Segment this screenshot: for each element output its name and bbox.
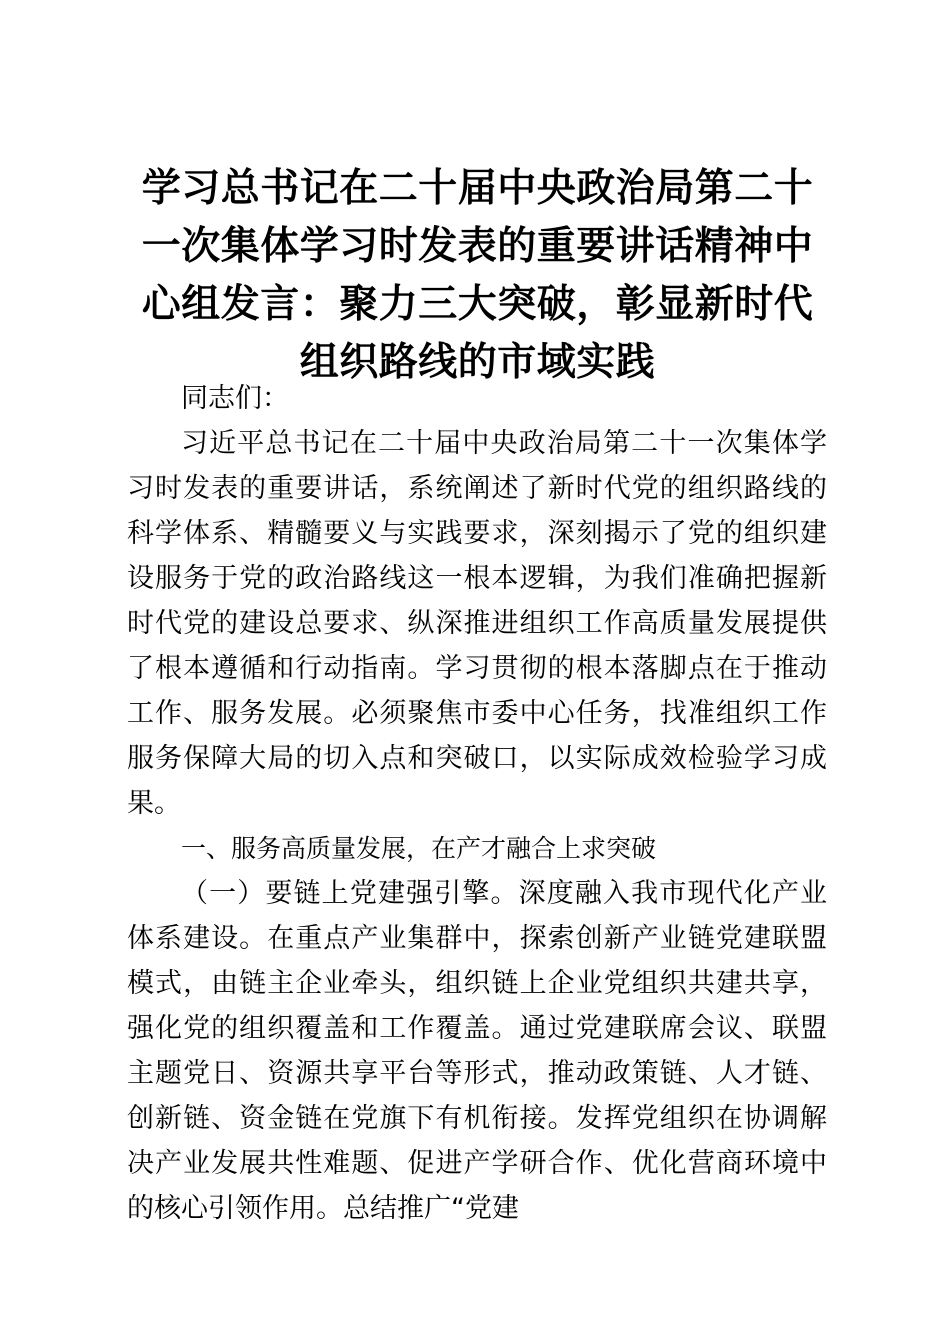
salutation: 同志们： (181, 383, 289, 414)
section-heading: 一、服务高质量发展，在产才融合上求突破 (181, 834, 657, 863)
title-line: 一次集体学习时发表的重要讲话精神中 (141, 224, 814, 269)
document-title (120, 160, 835, 392)
document-body (127, 376, 827, 1231)
section-paragraph: （一）要链上党建强引擎。深度融入我市现代化产业体系建设。在重点产业集群中，探索创新产业链党建联盟模式，由链主企业牵头，组织链上企业党组织共建共享，强化党的组织覆盖和工作覆盖。通过党建联席会议、联盟主题党日、资源共享平台等形式，推动政策链、人才链、创新链、资金链在党旗下有机衔接。发挥党组织在协调解决产业发展共性难题、促进产学研合作、优化营商环境中的核心引领作用。总结推广“党建 (127, 878, 827, 1224)
title-line: 组织路线的市域实践 (299, 340, 656, 385)
body-paragraph: 习近平总书记在二十届中央政治局第二十一次集体学习时发表的重要讲话，系统阐述了新时代党的组织路线的科学体系、精髓要义与实践要求，深刻揭示了党的组织建设服务于党的政治路线这一根本逻辑，为我们准确把握新时代党的建设总要求、纵深推进组织工作高质量发展提供了根本遵循和行动指南。学习贯彻的根本落脚点在于推动工作、服务发展。必须聚焦市委中心任务，找准组织工作服务保障大局的切入点和突破口，以实际成效检验学习成果。 (127, 428, 827, 819)
title-line: 学习总书记在二十届中央政治局第二十 (141, 166, 814, 211)
title-line: 心组发言：聚力三大突破，彰显新时代 (141, 282, 814, 327)
